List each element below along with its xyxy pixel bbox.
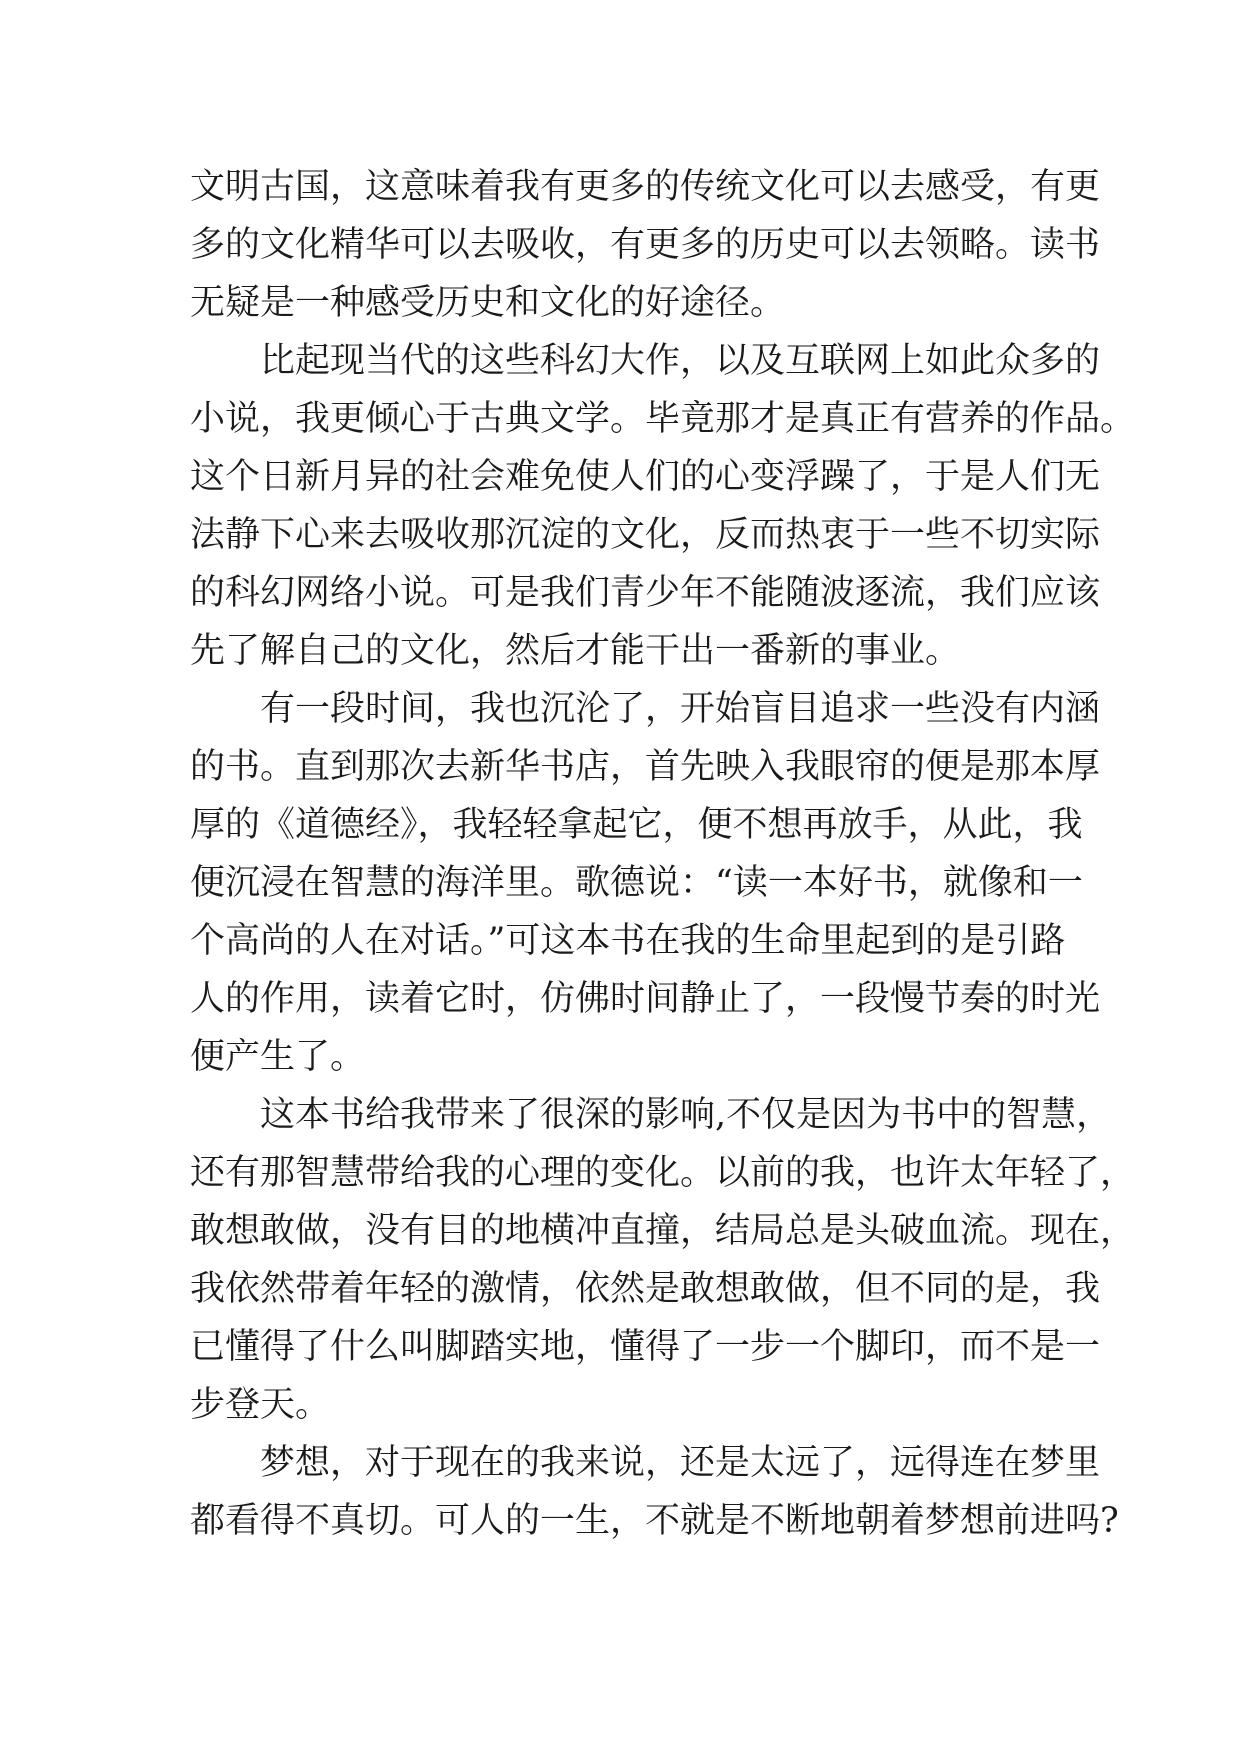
body-text: [190, 158, 1136, 1550]
text-line: 厚的《道德经》，我轻轻拿起它，便不想再放手，从此，我: [190, 805, 1083, 845]
text-line: 无疑是一种感受历史和文化的好途径。: [190, 283, 786, 323]
text-line: 这个日新月异的社会难免使人们的心变浮躁了，于是人们无: [190, 457, 1101, 497]
text-line: 都看得不真切。可人的一生，不就是不断地朝着梦想前进吗?: [190, 1501, 1119, 1541]
text-line: 这本书给我带来了很深的影响,不仅是因为书中的智慧，: [260, 1095, 1112, 1135]
text-line: 便产生了。: [190, 1037, 366, 1077]
text-line: 有一段时间，我也沉沦了，开始盲目追求一些没有内涵: [260, 689, 1101, 729]
paragraph-4: [190, 1086, 1136, 1434]
paragraph-5: [190, 1434, 1119, 1550]
text-line: 步登天。: [190, 1385, 331, 1425]
paragraph-2: [190, 332, 1136, 680]
text-line: 法静下心来去吸收那沉淀的文化，反而热衷于一些不切实际: [190, 515, 1101, 555]
text-line: 还有那智慧带给我的心理的变化。以前的我，也许太年轻了，: [190, 1153, 1136, 1193]
text-line: 我依然带着年轻的激情，依然是敢想敢做，但不同的是，我: [190, 1269, 1101, 1309]
text-line: 个高尚的人在对话。”可这本书在我的生命里起到的是引路: [190, 921, 1066, 961]
text-line: 便沉浸在智慧的海洋里。歌德说：“读一本好书，就像和一: [190, 863, 1083, 903]
text-line: 的书。直到那次去新华书店，首先映入我眼帘的便是那本厚: [190, 747, 1101, 787]
text-line: 先了解自己的文化，然后才能干出一番新的事业。: [190, 631, 961, 671]
text-line: 梦想，对于现在的我来说，还是太远了，远得连在梦里: [260, 1443, 1101, 1483]
paragraph-1: [190, 158, 1101, 332]
text-line: 人的作用，读着它时，仿佛时间静止了，一段慢节奏的时光: [190, 979, 1101, 1019]
text-line: 敢想敢做，没有目的地横冲直撞，结局总是头破血流。现在，: [190, 1211, 1136, 1251]
text-line: 的科幻网络小说。可是我们青少年不能随波逐流，我们应该: [190, 573, 1101, 613]
text-line: 已懂得了什么叫脚踏实地，懂得了一步一个脚印，而不是一: [190, 1327, 1101, 1367]
text-line: 小说，我更倾心于古典文学。毕竟那才是真正有营养的作品。: [190, 399, 1136, 439]
text-line: 文明古国，这意味着我有更多的传统文化可以去感受，有更: [190, 167, 1101, 207]
text-line: 多的文化精华可以去吸收，有更多的历史可以去领略。读书: [190, 225, 1101, 265]
paragraph-3: [190, 680, 1101, 1086]
text-line: 比起现当代的这些科幻大作，以及互联网上如此众多的: [260, 341, 1101, 381]
